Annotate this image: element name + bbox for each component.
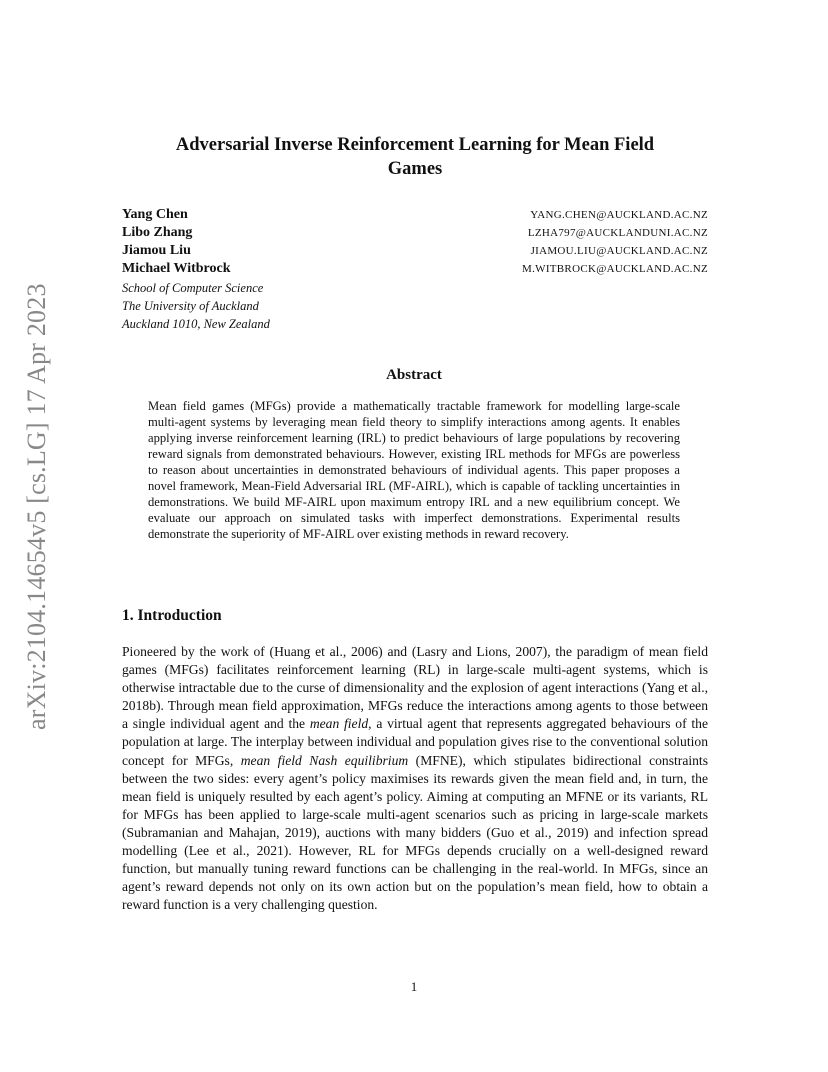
author-name: Jiamou Liu [122,243,191,258]
introduction-paragraph [122,643,708,914]
section-heading: 1. Introduction [122,607,222,624]
affiliation-line: The University of Auckland [122,299,259,313]
title-line-1: Adversarial Inverse Reinforcement Learning for Mean Field [175,135,655,155]
author-email: YANG.CHEN@AUCKLAND.AC.NZ [530,209,708,221]
author-row [122,243,708,261]
author-name: Libo Zhang [122,225,193,240]
title-line-2: Games [387,159,443,179]
intro-text: , a virtual agent that represents aggregated behaviours of the population at large. The interplay between individual and population gives rise to the conventional solution concept for MFGs, [122,716,708,768]
affiliation-line: School of Computer Science [122,281,264,295]
abstract-heading: Abstract [386,367,442,383]
paper-title [110,133,720,181]
intro-emphasis: mean field Nash equilibrium [240,752,409,768]
author-email: M.WITBROCK@AUCKLAND.AC.NZ [522,263,708,275]
affiliation-line: Auckland 1010, New Zealand [122,317,270,331]
author-name: Yang Chen [122,207,188,222]
intro-emphasis: mean field [309,716,369,732]
author-block [122,207,708,333]
author-name: Michael Witbrock [122,261,231,276]
arxiv-stamp: arXiv:2104.14654v5 [cs.LG] 17 Apr 2023 [22,283,51,730]
intro-text: (MFNE), which stipulates bidirectional constraints between the two sides: every agent’s policy maximises its rewards given the mean field and, in turn, the mean field is uniquely resulted by each agent’s policy. Aiming at computing an MFNE or its variants, RL for MFGs has been applied to large-scale multi-agent scenarios such as pricing in large-scale markets (Subramanian and Mahajan, 2019), auctions with many bidders (Guo et al., 2019) and infection spread modelling (Lee et al., 2021). However, RL for MFGs depends crucially on a well-designed reward function, but manually tuning reward functions can be challenging in the real-world. In MFGs, since an agent’s reward depends not only on its own action but on the population’s mean field, how to obtain a reward function is a very challenging question. [122,752,708,913]
author-email: LZHA797@AUCKLANDUNI.AC.NZ [527,227,708,239]
intro-text: Pioneered by the work of (Huang et al., 2006) and (Lasry and Lions, 2007), the paradigm of mean field games (MFGs) facilitates reinforcement learning (RL) in large-scale multi-agent systems, which is otherwise intractable due to the curse of dimensionality and the explosion of agent interactions (Yang et al., 2018b). Through mean field approximation, MFGs reduce the interactions among agents to those between a single individual agent and the [122,644,708,732]
page-number: 1 [410,979,418,994]
author-row [122,225,708,243]
author-email: JIAMOU.LIU@AUCKLAND.AC.NZ [530,245,708,257]
author-row [122,261,708,279]
abstract-text: Mean field games (MFGs) provide a mathematically tractable framework for modelling large-scale multi-agent systems by leveraging mean field theory to simplify interactions among agents. It enables applying inverse reinforcement learning (IRL) to predict behaviours of large populations by recovering reward signals from demonstrated behaviours. However, existing IRL methods for MFGs are powerless to reason about uncertainties in demonstrated behaviours of individual agents. This paper proposes a novel framework, Mean-Field Adversarial IRL (MF-AIRL), which is capable of tackling uncertainties in demonstrations. We build MF-AIRL upon maximum entropy IRL and a new equilibrium concept. We evaluate our approach on simulated tasks with imperfect demonstrations. Experimental results demonstrate the superiority of MF-AIRL over existing methods in reward recovery. [148,399,680,541]
author-row [122,207,708,225]
